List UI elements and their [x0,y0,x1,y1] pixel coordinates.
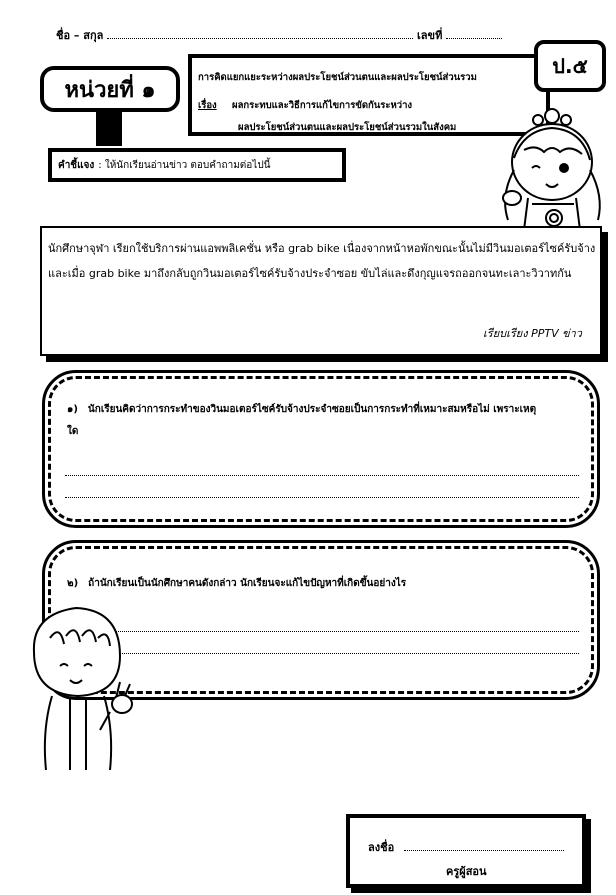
answer-line[interactable] [65,475,579,476]
answer-line[interactable] [65,497,579,498]
signature-label: ลงชื่อ [368,841,395,854]
number-blank[interactable] [446,38,502,39]
name-label: ชื่อ – สกุล [56,29,104,42]
topic-line-3: ผลประโยชน์ส่วนตนและผลประโยชน์ส่วนรวมในสังคม [238,122,457,133]
unit-title: หน่วยที่ ๑ [40,66,180,112]
student-info-line [56,26,536,44]
question-2-number: ๒) [67,578,79,589]
girl-illustration [494,100,612,230]
topic-line-2 [198,98,412,113]
grade-badge: ป.๕ [534,40,606,92]
unit-stem [96,110,122,146]
name-blank[interactable] [107,38,413,39]
topic-line-1: การคิดแยกแยะระหว่างผลประโยชน์ส่วนตนและผลประโยชน์ส่วนรวม [198,72,477,83]
question-1-prompt: นักเรียนคิดว่าการกระทำของวินมอเตอร์ไซค์รับจ้างประจำซอยเป็นการกระทำที่เหมาะสมหรือไม่ เพราะเหตุใด [67,404,537,437]
topic-line-2-text: ผลกระทบและวิธีการแก้ไขการขัดกันระหว่าง [232,100,413,111]
instructions-label: คำชี้แจง [58,159,95,171]
subject-label: เรื่อง [198,100,217,111]
question-1-number: ๑) [67,404,78,415]
instructions-text: : ให้นักเรียนอ่านข่าว ตอบคำถามต่อไปนี้ [98,159,271,171]
signature-box [346,814,586,888]
question-2-text [67,573,537,595]
question-1-text [67,399,537,443]
number-label: เลขที่ [417,29,443,42]
news-source: เรียบเรียง PPTV ข่าว [483,327,582,340]
signature-line[interactable] [404,850,564,851]
answer-line[interactable] [115,631,579,632]
news-text: นักศึกษาจุฬา เรียกใช้บริการผ่านแอพพลิเคชั่น หรือ grab bike เนื่องจากหน้าหอพักขณะนั้นไม่มีวินมอเตอร์ไซค์รับจ้าง และเมื่อ grab bike มาถึงกลับถูกวินมอเตอร์ไซค์รับจ้างประจำซอย ขับไล่และดึงกุญแจรถออกจนทะเลาะวิวาทกัน [48,242,596,280]
signature-role: ครูผู้สอน [446,865,487,878]
boy-illustration [20,600,148,770]
answer-line[interactable] [115,653,579,654]
question-1-box [48,376,594,522]
news-box [40,226,602,356]
question-2-prompt: ถ้านักเรียนเป็นนักศึกษาคนดังกล่าว นักเรียนจะแก้ไขปัญหาที่เกิดขึ้นอย่างไร [88,578,407,589]
instructions-box [48,148,346,182]
